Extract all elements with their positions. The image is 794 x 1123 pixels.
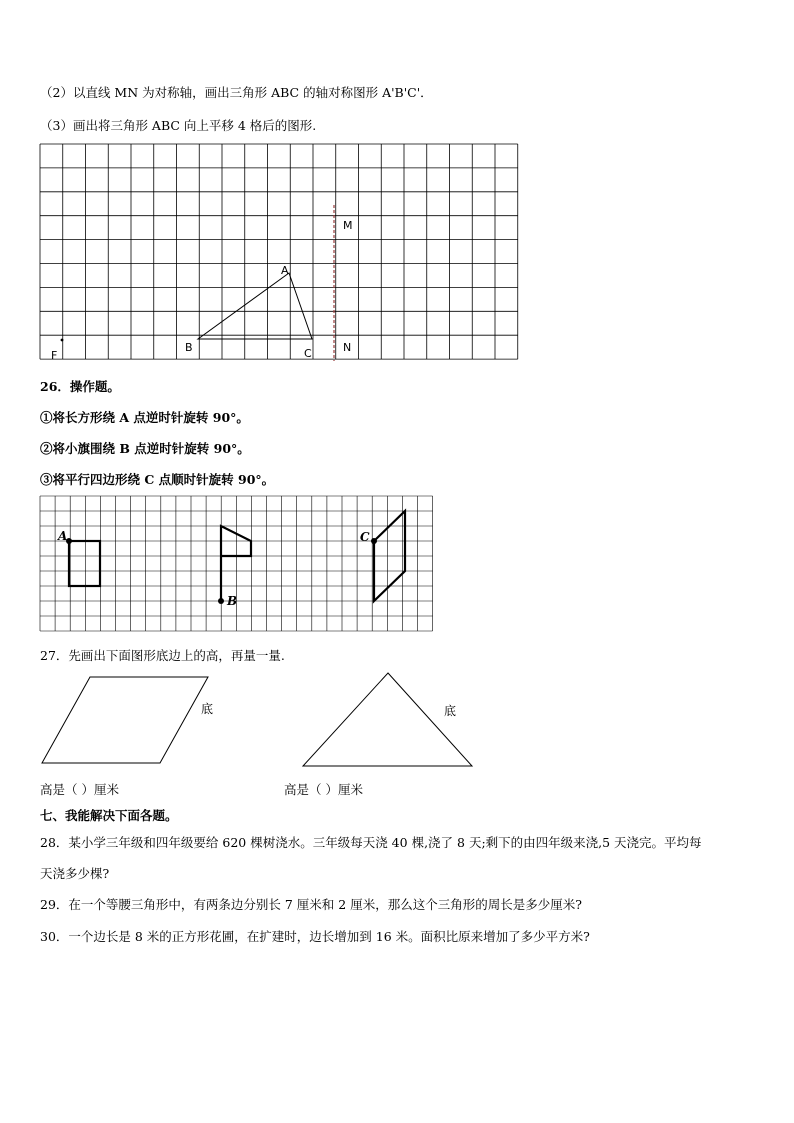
- q26-item-2: ②将小旗围绕 B 点逆时针旋转 90°。: [40, 441, 250, 456]
- q27-answer-2: 高是（ ）厘米: [284, 782, 363, 797]
- q28-line-1: 28．某小学三年级和四年级要给 620 棵树浇水。三年级每天浇 40 棵,浇了 8 天;剩下的由四年级来浇,5 天浇完。平均每: [40, 835, 702, 850]
- q26-title: 26．操作题。: [40, 379, 120, 394]
- point-f: [61, 339, 64, 342]
- label-c: C: [304, 347, 312, 360]
- point-c: [371, 538, 377, 544]
- label-m: M: [343, 219, 353, 232]
- label-b-2: B: [227, 594, 238, 608]
- q27-title: 27．先画出下面图形底边上的高，再量一量.: [40, 648, 285, 663]
- parallelogram-q27: [42, 677, 208, 763]
- label-n: N: [343, 341, 352, 354]
- q25-part2: （2）以直线 MN 为对称轴，画出三角形 ABC 的轴对称图形 A'B'C'．: [40, 85, 433, 100]
- label-a-2: A: [58, 529, 68, 543]
- q29: 29．在一个等腰三角形中，有两条边分别长 7 厘米和 2 厘米，那么这个三角形的周长是多少厘米?: [40, 897, 582, 912]
- section-7-heading: 七、我能解决下面各题。: [40, 808, 178, 823]
- q30: 30．一个边长是 8 米的正方形花圃，在扩建时，边长增加到 16 米。面积比原来增加了多少平方米?: [40, 929, 590, 944]
- label-c-2: C: [360, 530, 370, 544]
- base-label-2: 底: [444, 704, 457, 718]
- shapes-figure: [38, 668, 478, 773]
- q26-item-1: ①将长方形绕 A 点逆时针旋转 90°。: [40, 410, 249, 425]
- triangle-abc: [198, 273, 312, 339]
- q28-line-2: 天浇多少棵?: [40, 866, 110, 881]
- base-label-1: 底: [201, 702, 214, 716]
- q27-answer-1: 高是（ ）厘米: [40, 782, 119, 797]
- grid-lines-1: [40, 144, 518, 359]
- q26-item-3: ③将平行四边形绕 C 点顺时针旋转 90°。: [40, 472, 275, 487]
- label-a: A: [281, 264, 289, 277]
- point-b: [218, 598, 224, 604]
- label-b: B: [185, 341, 193, 354]
- rectangle-shape: [69, 541, 100, 586]
- label-f: F: [51, 349, 58, 362]
- grid-triangle-figure: [38, 143, 520, 363]
- triangle-q27: [303, 673, 472, 766]
- q25-part3: （3）画出将三角形 ABC 向上平移 4 格后的图形.: [40, 118, 317, 133]
- grid-rotation-figure: [38, 494, 438, 636]
